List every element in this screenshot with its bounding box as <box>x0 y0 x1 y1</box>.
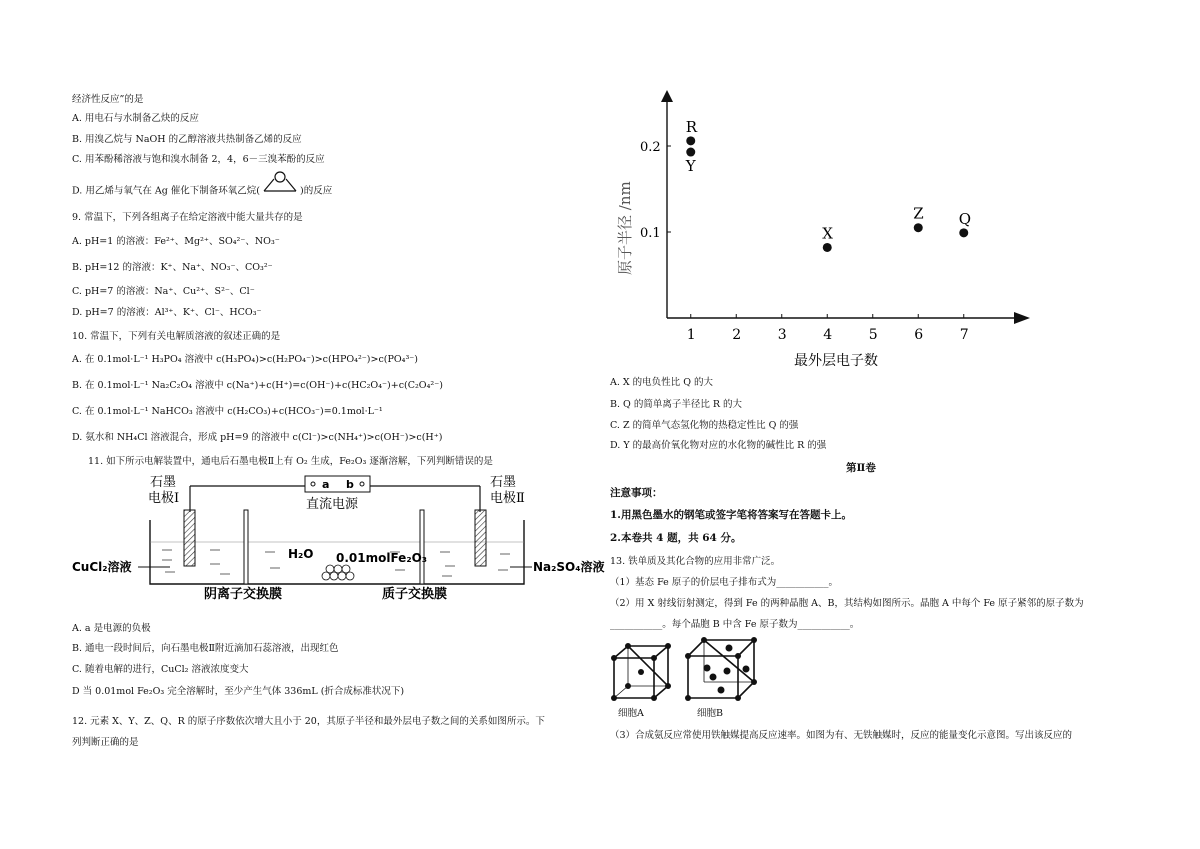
y-tick-label-0.2: 0.2 <box>640 140 661 155</box>
x-tick-label-2: 2 <box>732 327 742 343</box>
q12-option-c: C. Z 的简单气态氢化物的热稳定性比 Q 的强 <box>610 420 799 431</box>
water-label: H₂O <box>288 547 314 561</box>
q8-option-a: A. 用电石与水制备乙炔的反应 <box>72 113 199 124</box>
q8-option-d-text: D. 用乙烯与氧气在 Ag 催化下制备环氧乙烷( <box>72 185 261 197</box>
x-tick-label-5: 5 <box>868 327 878 343</box>
cell-a-label: 细胞A <box>618 708 644 719</box>
q9-option-c: C. pH=7 的溶液：Na⁺、Cu²⁺、S²⁻、Cl⁻ <box>72 286 255 297</box>
point-label-Z: Z <box>913 204 924 223</box>
q13-part-1: （1）基态 Fe 原子的价层电子排布式为___________。 <box>610 577 839 588</box>
x-tick-label-4: 4 <box>823 327 833 343</box>
point-label-Y: Y <box>685 157 696 176</box>
q9-option-a: A. pH=1 的溶液：Fe²⁺、Mg²⁺、SO₄²⁻、NO₃⁻ <box>72 236 280 247</box>
q11-stem: 11. 如下所示电解装置中，通电后石墨电极Ⅱ上有 O₂ 生成，Fe₂O₃ 逐渐溶解，下列判断错误的是 <box>88 456 493 467</box>
q13-part-3: （3）合成氨反应常使用铁触媒提高反应速率。如图为有、无铁触媒时，反应的能量变化示意图。写出该反应的 <box>610 730 1073 741</box>
point-X <box>823 243 832 252</box>
anion-membrane-label: 阴离子交换膜 <box>204 587 283 602</box>
note-1: 1.用黑色墨水的钢笔或签字笔将答案写在答题卡上。 <box>610 509 852 521</box>
y-axis-arrow <box>661 90 673 102</box>
x-tick-label-1: 1 <box>686 327 696 343</box>
q12-stem-line-2: 列判断正确的是 <box>72 737 139 748</box>
graphite-electrode-2 <box>475 510 486 566</box>
cell-b-label: 细胞B <box>697 708 723 719</box>
point-Q <box>959 228 968 237</box>
proton-exchange-membrane <box>420 510 424 584</box>
electrode-2-label-top: 石墨 <box>490 475 517 490</box>
proton-membrane-label: 质子交换膜 <box>382 587 448 602</box>
point-Z <box>914 223 923 232</box>
point-label-R: R <box>685 117 698 136</box>
q12-stem-line-1: 12. 元素 X、Y、Z、Q、R 的原子序数依次增大且小于 20，其原子半径和最外层电子数之间的关系如图所示。下 <box>72 716 545 727</box>
crystal-cell-a <box>608 642 678 704</box>
point-label-Q: Q <box>958 209 972 228</box>
na2so4-solution-label: Na₂SO₄溶液 <box>533 560 605 574</box>
q8-option-d-suffix: )的反应 <box>300 185 333 197</box>
power-source-label: 直流电源 <box>306 497 359 512</box>
note-2: 2.本卷共 4 题，共 64 分。 <box>610 532 742 544</box>
q13-part-2-line-2: ___________。每个晶胞 B 中含 Fe 原子数为___________。 <box>610 619 860 630</box>
atomic-radius-chart <box>610 90 1040 375</box>
q8-option-c: C. 用苯酚稀溶液与饱和溴水制备 2，4，6－三溴苯酚的反应 <box>72 154 325 165</box>
q9-stem: 9. 常温下，下列各组离子在给定溶液中能大量共存的是 <box>72 212 303 223</box>
q10-option-b: B. 在 0.1mol·L⁻¹ Na₂C₂O₄ 溶液中 c(Na⁺)+c(H⁺)=c(OH⁻)+c(HC₂O₄⁻)+c(C₂O₄²⁻) <box>72 380 443 391</box>
q9-option-b: B. pH=12 的溶液：K⁺、Na⁺、NO₃⁻、CO₃²⁻ <box>72 262 273 273</box>
point-R <box>686 136 695 145</box>
epoxide-structure-icon <box>260 169 300 199</box>
fe2o3-particles <box>322 565 354 580</box>
crystal-cell-b <box>682 636 764 704</box>
q9-option-d: D. pH=7 的溶液：Al³⁺、K⁺、Cl⁻、HCO₃⁻ <box>72 307 262 318</box>
graphite-electrode-1 <box>184 510 195 566</box>
y-axis-label: 原子半径 /nm <box>616 181 634 275</box>
q13-part-2-line-1: （2）用 X 射线衍射测定，得到 Fe 的两种晶胞 A、B，其结构如图所示。晶胞 A 中每个 Fe 原子紧邻的原子数为 <box>610 598 1084 609</box>
fe2o3-label: 0.01molFe₂O₃ <box>336 551 428 565</box>
terminal-b-label: b <box>346 478 354 491</box>
electrode-1-label-bottom: 电极Ⅰ <box>148 491 180 506</box>
q11-option-b: B. 通电一段时间后，向石墨电极Ⅱ附近滴加石蕊溶液，出现红色 <box>72 643 339 654</box>
q12-option-d: D. Y 的最高价氧化物对应的水化物的碱性比 R 的强 <box>610 440 827 451</box>
q10-option-c: C. 在 0.1mol·L⁻¹ NaHCO₃ 溶液中 c(H₂CO₃)+c(HCO₃⁻)=0.1mol·L⁻¹ <box>72 406 383 417</box>
electrode-2-label-bottom: 电极Ⅱ <box>490 491 525 506</box>
q10-option-d: D. 氨水和 NH₄Cl 溶液混合，形成 pH=9 的溶液中 c(Cl⁻)>c(NH₄⁺)>c(OH⁻)>c(H⁺) <box>72 432 443 443</box>
electrolysis-diagram <box>70 472 615 612</box>
q12-option-a: A. X 的电负性比 Q 的大 <box>610 377 714 388</box>
q11-option-d: D 当 0.01mol Fe₂O₃ 完全溶解时，至少产生气体 336mL (折合成标准状况下) <box>72 686 405 697</box>
q11-option-c: C. 随着电解的进行，CuCl₂ 溶液浓度变大 <box>72 664 249 675</box>
x-tick-label-3: 3 <box>777 327 787 343</box>
x-axis-label: 最外层电子数 <box>794 353 878 369</box>
point-Y <box>686 148 695 157</box>
q10-stem: 10. 常温下，下列有关电解质溶液的叙述正确的是 <box>72 331 281 342</box>
terminal-a-label: a <box>322 478 330 491</box>
section-title: 第Ⅱ卷 <box>846 462 876 474</box>
left-line-0: 经济性反应”的是 <box>72 94 144 105</box>
notes-title: 注意事项： <box>610 487 663 499</box>
y-tick-label-0.1: 0.1 <box>640 226 661 241</box>
x-tick-label-6: 6 <box>914 327 924 343</box>
q13-stem: 13. 铁单质及其化合物的应用非常广泛。 <box>610 556 781 567</box>
q8-option-d <box>72 183 332 199</box>
anion-exchange-membrane <box>244 510 248 584</box>
electrode-1-label-top: 石墨 <box>150 475 177 490</box>
point-label-X: X <box>822 224 833 243</box>
x-axis-arrow <box>1014 312 1030 324</box>
q10-option-a: A. 在 0.1mol·L⁻¹ H₃PO₄ 溶液中 c(H₃PO₄)>c(H₂PO₄⁻)>c(HPO₄²⁻)>c(PO₄³⁻) <box>72 354 418 365</box>
q8-option-b: B. 用溴乙烷与 NaOH 的乙醇溶液共热制备乙烯的反应 <box>72 134 302 145</box>
cucl2-solution-label: CuCl₂溶液 <box>72 560 132 574</box>
x-tick-label-7: 7 <box>959 327 969 343</box>
q11-option-a: A. a 是电源的负极 <box>72 623 151 634</box>
q12-option-b: B. Q 的简单离子半径比 R 的大 <box>610 399 743 410</box>
